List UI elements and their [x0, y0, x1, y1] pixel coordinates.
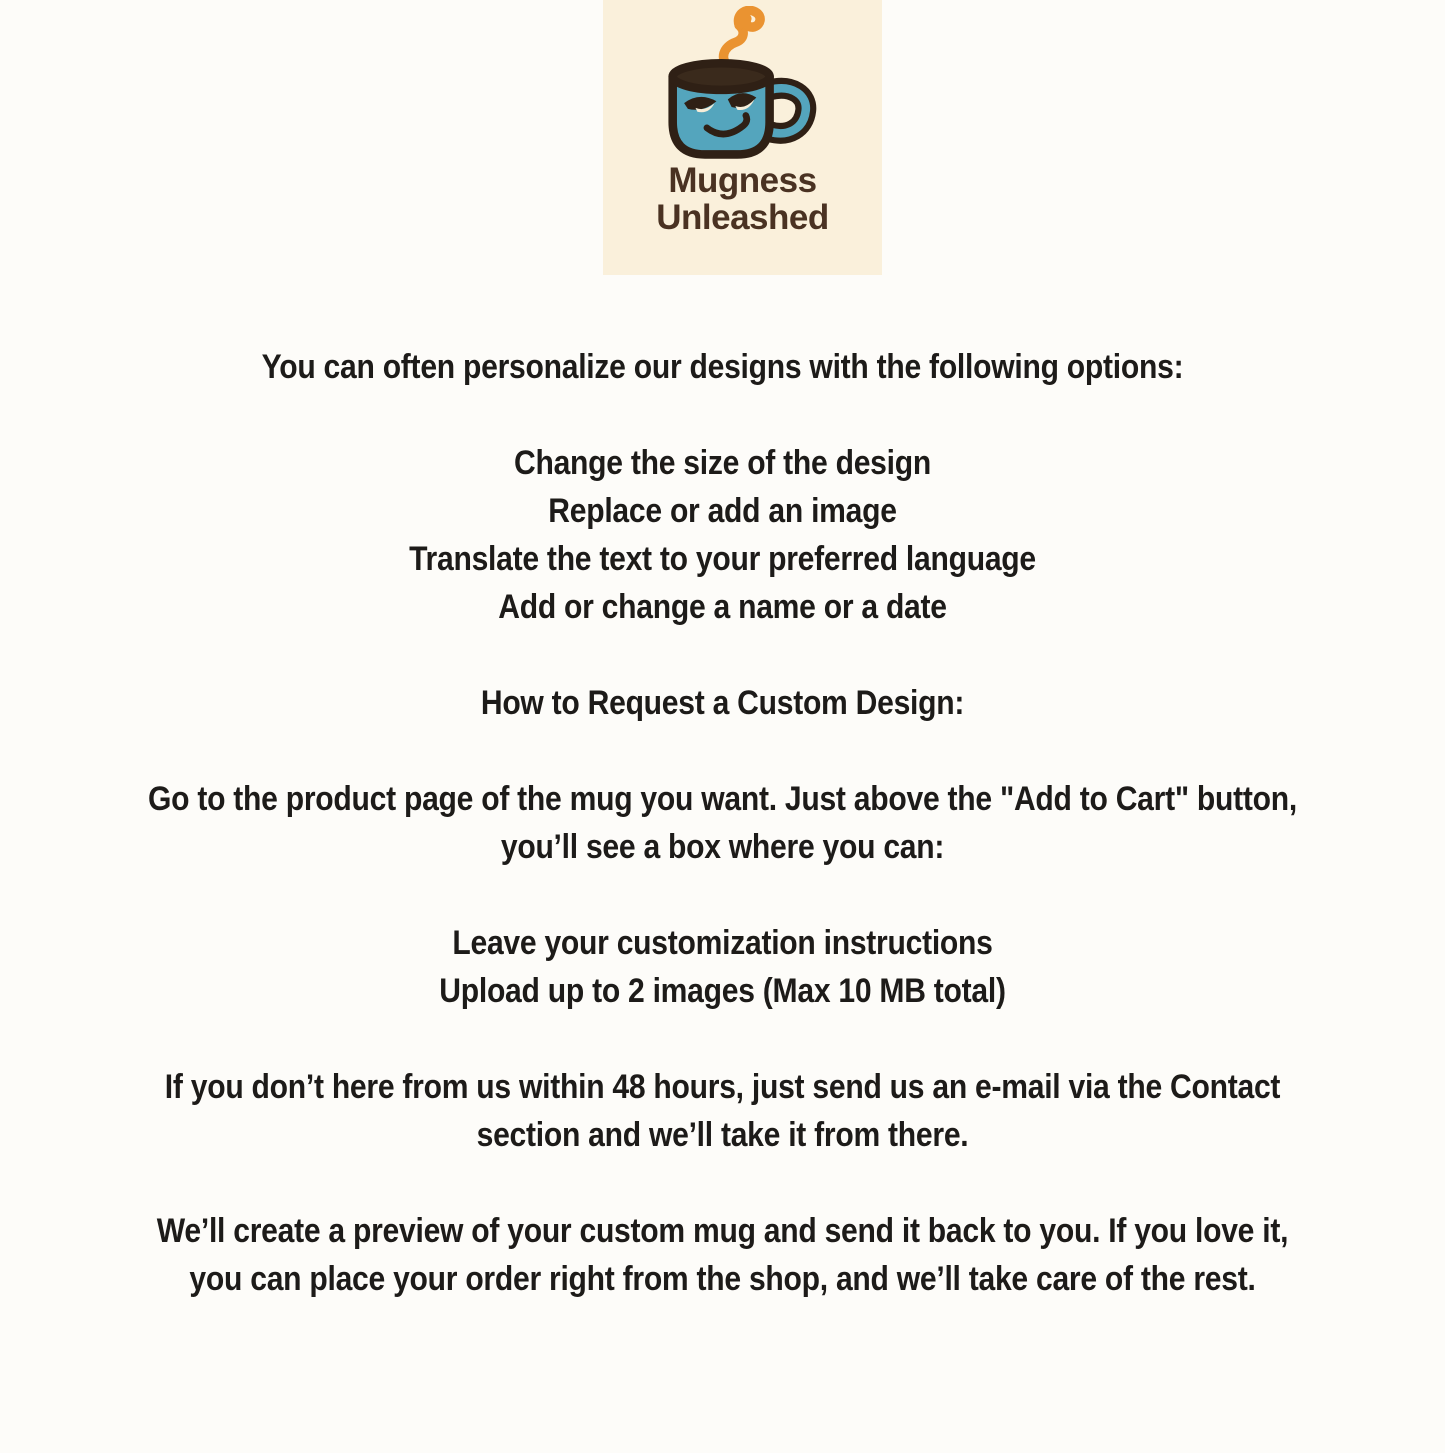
personalize-intro: You can often personalize our designs with the following options: [261, 348, 1184, 386]
preview-note-line: We’ll create a preview of your custom mug and send it back to you. If you love it, [156, 1212, 1289, 1250]
response-note-section [0, 1063, 1445, 1159]
info-text [0, 343, 1445, 1303]
box-action-item: Leave your customization instructions [452, 924, 993, 962]
how-to-body-line: you’ll see a box where you can: [500, 828, 945, 866]
brand-name-line1: Mugness [668, 161, 817, 200]
preview-note-section [0, 1207, 1445, 1303]
preview-note-line: you can place your order right from the shop, and we’ll take care of the rest. [189, 1260, 1256, 1298]
how-to-body-line: Go to the product page of the mug you want. Just above the "Add to Cart" button, [147, 780, 1298, 818]
how-to-body-section [0, 775, 1445, 871]
option-item: Translate the text to your preferred language [409, 540, 1036, 578]
options-list [0, 439, 1445, 631]
response-note-line: section and we’ll take it from there. [476, 1116, 969, 1154]
box-actions-list [0, 919, 1445, 1015]
coffee-rim [672, 63, 769, 90]
how-to-heading-section [0, 679, 1445, 727]
personalize-intro-section [0, 343, 1445, 391]
mug-handle [769, 88, 805, 133]
brand-name [603, 162, 882, 236]
box-action-item: Upload up to 2 images (Max 10 MB total) [439, 972, 1006, 1010]
option-item: Add or change a name or a date [498, 588, 947, 626]
smirking-mug-with-steam-icon [648, 6, 838, 168]
option-item: Replace or add an image [548, 492, 897, 530]
steam-swirl-icon [723, 10, 760, 67]
brand-logo-card [603, 0, 882, 275]
option-item: Change the size of the design [514, 444, 931, 482]
brand-name-line2: Unleashed [656, 198, 829, 237]
response-note-line: If you don’t here from us within 48 hours, just send us an e-mail via the Contact [164, 1068, 1281, 1106]
how-to-heading: How to Request a Custom Design: [480, 684, 965, 722]
